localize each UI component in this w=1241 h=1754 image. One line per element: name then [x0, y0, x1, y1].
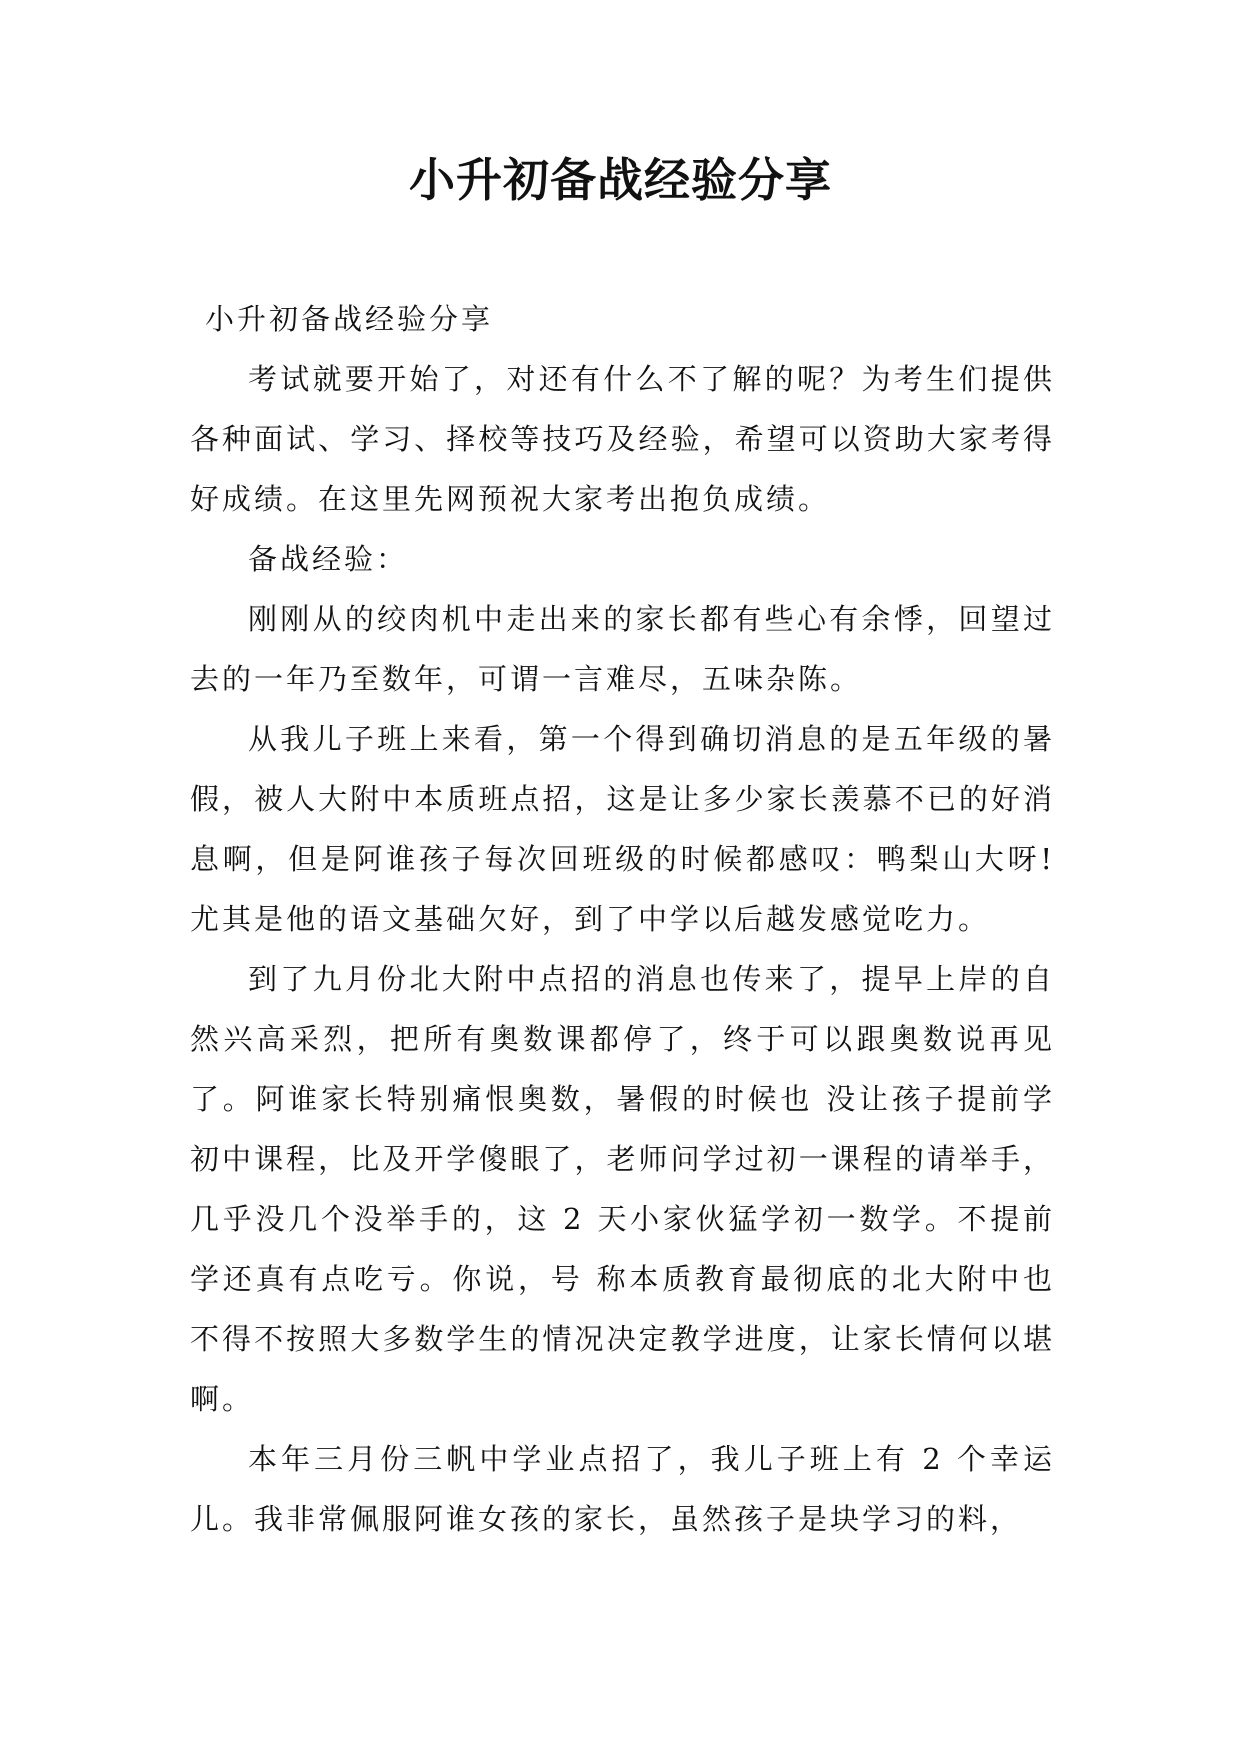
paragraph-renda-fuzhong: 从我儿子班上来看，第一个得到确切消息的是五年级的暑假，被人大附中本质班点招，这是让多少家长羡慕不已的好消息啊，但是阿谁孩子每次回班级的时候都感叹：鸭梨山大呀!尤其是他的语文基础欠好，到了中学以后越发感觉吃力。	[190, 722, 1055, 936]
paragraph-section-heading: 备战经验：	[248, 542, 409, 576]
document-title: 小升初备战经验分享	[409, 153, 832, 207]
paragraph-sanfan: 本年三月份三帆中学业点招了，我儿子班上有 2 个幸运儿。我非常佩服阿谁女孩的家长，虽然孩子是块学习的料，	[190, 1442, 1055, 1536]
paragraph-intro: 考试就要开始了，对还有什么不了解的呢？为考生们提供各种面试、学习、择校等技巧及经验，希望可以资助大家考得好成绩。在这里先网预祝大家考出抱负成绩。	[190, 362, 1055, 516]
document-body	[190, 289, 1055, 1549]
document-subtitle: 小升初备战经验分享	[205, 302, 494, 336]
paragraph-parents: 刚刚从的绞肉机中走出来的家长都有些心有余悸，回望过去的一年乃至数年，可谓一言难尽，五味杂陈。	[190, 602, 1055, 696]
paragraph-beida-fuzhong: 到了九月份北大附中点招的消息也传来了，提早上岸的自然兴高采烈，把所有奥数课都停了，终于可以跟奥数说再见了。阿谁家长特别痛恨奥数，暑假的时候也 没让孩子提前学初中课程，比及开学傻眼了，老师问学过初一课程的请举手，几乎没几个没举手的，这 2 天小家伙猛学初一数学。不提前学还真有点吃亏。你说，号 称本质教育最彻底的北大附中也不得不按照大多数学生的情况决定教学进度，让家长情何以堪啊。	[190, 962, 1055, 1416]
